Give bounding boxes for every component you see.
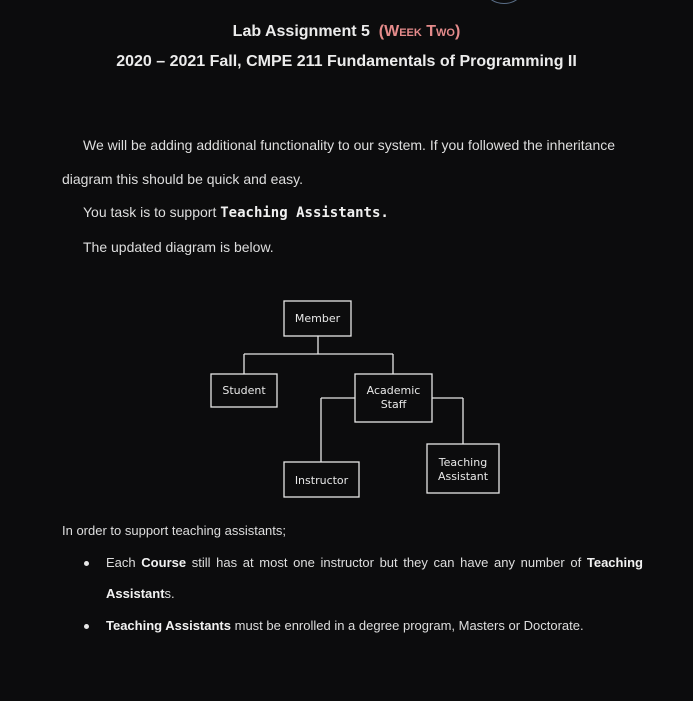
bullet-1-ta-part-2: Assistant — [106, 586, 165, 601]
bullet-1-suffix: s. — [164, 586, 175, 601]
requirements-intro: In order to support teaching assistants; — [62, 523, 287, 538]
bullet-1-course: Course — [141, 555, 187, 570]
title-main: Lab Assignment 5 — [232, 23, 370, 40]
bullet-2-text — [106, 610, 643, 641]
task-prefix: You task is to support — [83, 204, 217, 220]
title-week: Week Two — [384, 23, 455, 40]
member-label: Member — [294, 312, 341, 325]
title-paren-close: ) — [455, 23, 461, 40]
intro-line-1: We will be adding additional functionality to our system. If you followed the inheritance — [83, 137, 616, 153]
bullet-1-prefix: Each — [106, 555, 136, 570]
bullet-2-rest: must be enrolled in a degree program, Masters or Doctorate. — [234, 618, 584, 633]
bullet-1-middle: still has at most one instructor but they can have any number of — [191, 555, 582, 570]
teaching-assistant-label-line1: Teaching — [438, 456, 488, 469]
diagram-note: The updated diagram is below. — [83, 239, 274, 255]
title-paren-open: ( — [378, 23, 385, 40]
bullet-icon — [84, 624, 89, 629]
academic-staff-label-line1: Academic — [366, 384, 421, 397]
bullet-1-text — [106, 547, 643, 609]
academic-staff-label-line2: Staff — [380, 398, 407, 411]
teaching-assistant-label-line2: Assistant — [437, 470, 489, 483]
intro-line-2: diagram this should be quick and easy. — [62, 171, 303, 187]
task-code: Teaching Assistants. — [220, 205, 389, 221]
bullet-1-ta-part-1: Teaching — [586, 555, 643, 570]
page-subtitle: 2020 – 2021 Fall, CMPE 211 Fundamentals of Programming II — [116, 53, 577, 70]
bullet-icon — [84, 561, 89, 566]
instructor-label: Instructor — [294, 474, 349, 487]
student-label: Student — [222, 384, 266, 397]
bullet-2-ta: Teaching Assistants — [106, 618, 231, 633]
